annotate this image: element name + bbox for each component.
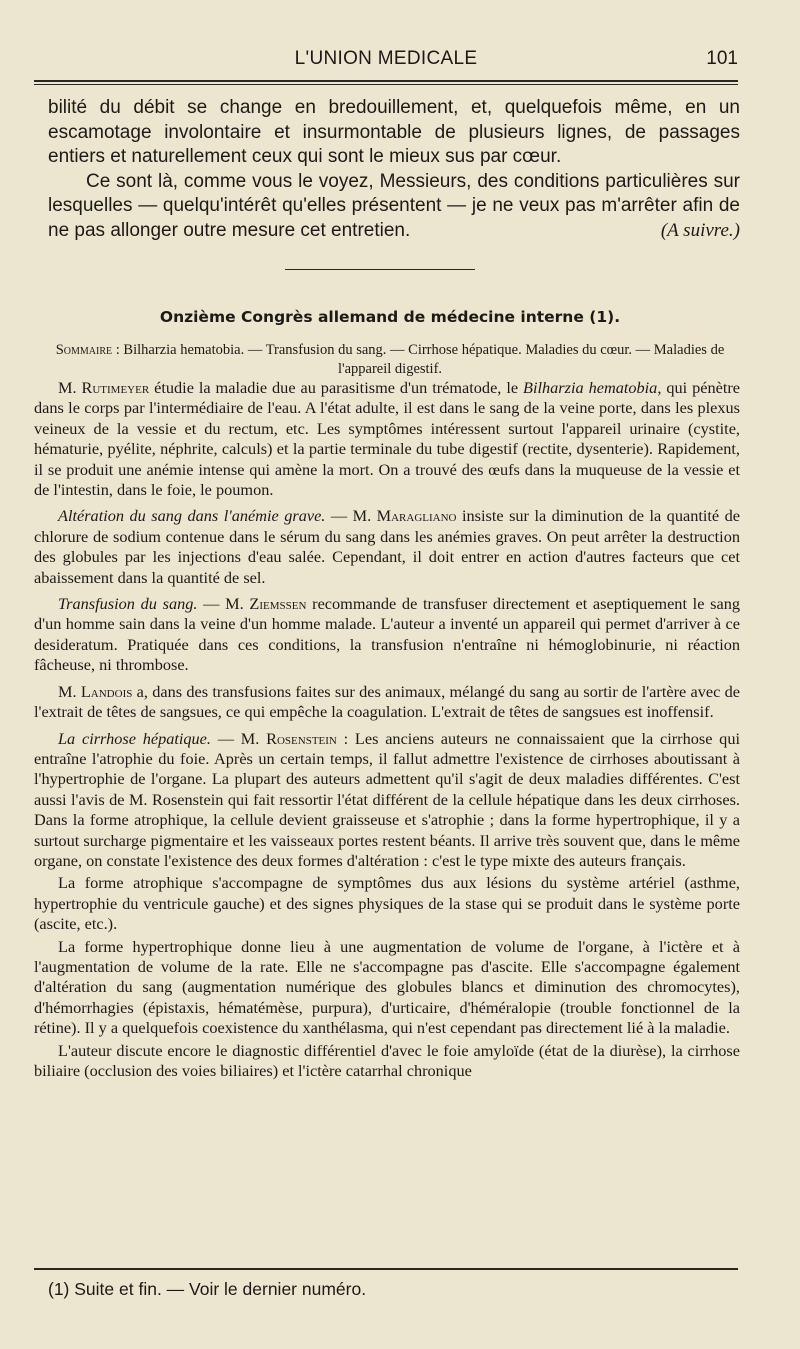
author-name: Rosenstein	[266, 728, 337, 748]
subsection-title: Altération du sang dans l'anémie grave.	[58, 506, 326, 526]
header-rule	[34, 80, 738, 82]
subsection-title: La cirrhose hépatique.	[58, 728, 211, 748]
footnote: (1) Suite et fin. — Voir le dernier numéro.	[48, 1279, 367, 1299]
paragraph-text: : Les anciens auteurs ne connaissaient que la cirrhose qui entraîne l'atrophie du foie. Après un certain temps, il fallut admettre l'existence de cirrhoses aboutissant à l'hypertrophie de l'organe. La plupart des auteurs admettent qu'il s'agit de deux maladies différentes. C'est aussi l'avis de M. Rosenstein qui fait ressortir l'état différent de la cellule hépatique dans les deux cirrhoses. Dans la forme atrophique, la cellule devient graisseuse et s'atrophie ; dans la forme hypertrophique, il y a surtout surcharge pigmentaire et les vaisseaux portes restent béants. Il arrive très souvent que, dans le même organe, on constate l'existence des deux formes d'altération : c'est le type mixte des auteurs français.	[34, 728, 740, 870]
section-divider	[285, 269, 475, 270]
paragraph-transfusion	[34, 594, 740, 676]
article-title: Onzième Congrès allemand de médecine interne (1).	[159, 308, 621, 326]
page-number: 101	[706, 48, 738, 69]
running-title: L'UNION MEDICALE	[294, 48, 478, 69]
paragraph-cirrhose	[34, 729, 740, 872]
subsection-title: Transfusion du sang.	[58, 594, 198, 614]
summary-label: Sommaire :	[55, 342, 120, 358]
previous-article-ending	[48, 96, 740, 243]
article-body	[34, 378, 740, 1083]
species-name: Bilharzia hematobia	[523, 378, 658, 397]
footnote-rule	[34, 1268, 738, 1270]
paragraph-text: recommande de transfuser directement et aseptiquement le sang d'un homme sain dans la veine d'un homme malade. L'auteur a inventé un appareil qui permet d'arriver à ce desideratum. Pratiquée dans ces conditions, la transfusion n'entraîne ni hémoglobinurie, ni réaction fâcheuse, ni thrombose.	[34, 594, 740, 675]
paragraph-text: insiste sur la diminution de la quantité de chlorure de sodium contenue dans le sérum du sang dans les anémies graves. On peut arrêter la destruction des globules par les injections d'eau salée. Cependant, il doit entrer en action d'autres facteurs que cet abaissement dans la quantité de sel.	[34, 506, 740, 587]
paragraph-bilharzia	[34, 378, 740, 500]
paragraph-forme-hypertrophique: La forme hypertrophique donne lieu à une augmentation de volume de l'organe, à l'ictère et à l'augmentation de volume de la rate. Elle ne s'accompagne pas d'ascite. Elle s'accompagne également d'altération du sang (augmentation numérique des globules blancs et diminution des chromocytes), d'hémorrhagies (épistaxis, hématémèse, purpura), d'urticaire, d'héméralopie (trouble fonctionnel de la rétine). Il y a quelquefois coexistence du xanthélasma, qui n'est cependant pas directement lié à la maladie.	[34, 936, 740, 1038]
author-name: M. Landois	[58, 681, 133, 701]
to-be-continued: (A suivre.)	[660, 219, 740, 241]
summary-text: Bilharzia hematobia. — Transfusion du sang. — Cirrhose hépatique. Maladies du cœur. — Maladies de l'appareil digestif.	[123, 342, 725, 377]
paragraph-landois	[34, 682, 740, 723]
paragraph-diagnostic: L'auteur discute encore le diagnostic différentiel d'avec le foie amyloïde (état de la diurèse), la cirrhose biliaire (occlusion des voies biliaires) et l'ictère catarrhal chronique	[34, 1040, 740, 1080]
paragraph-text: , qui pénètre dans le corps par l'intermédiaire de l'eau. A l'état adulte, il est dans le sang de la veine porte, dans les plexus veineux de la vessie et du rectum, etc. Les symptômes intéressent surtout l'appareil urinaire (cystite, hématurie, pyélite, néphrite, calculs) et la partie terminale du tube digestif (rectite, dysenterie). Rapidement, il se produit une anémie intense qui amène la mort. On a trouvé des œufs dans la muqueuse de la vessie et de l'intestin, dans le foie, le poumon.	[34, 378, 741, 500]
dash: — M.	[210, 728, 267, 748]
paragraph-text: étudie la maladie due au parasitisme d'un trématode, le	[149, 378, 524, 397]
paragraph-anemie	[34, 506, 740, 588]
page-header	[34, 44, 738, 78]
dash: — M.	[325, 506, 377, 526]
intro-paragraph: bilité du débit se change en bredouillement, et, quelquefois même, en un escamotage involontaire et insurmontable de plusieurs lignes, de passages entiers et naturellement ceux qui sont le mieux sus par cœur.	[48, 97, 740, 167]
intro-paragraph	[48, 170, 740, 244]
intro-text: Ce sont là, comme vous le voyez, Messieurs, des conditions particulières sur lesquelles — quelqu'intérêt qu'elles présentent — je ne veux pas m'arrêter afin de ne pas allonger outre mesure cet entretien.	[48, 170, 740, 241]
author-name: M. Rutimeyer	[58, 378, 150, 397]
author-name: Maragliano	[376, 506, 457, 526]
paragraph-text: a, dans des transfusions faites sur des animaux, mélangé du sang au sortir de l'artère avec de l'extrait de têtes de sangsues, ce qui empêche la coagulation. L'extrait de têtes de sangsues est inoffensif.	[34, 681, 740, 722]
author-name: Ziemssen	[249, 594, 307, 614]
dash: — M.	[197, 594, 250, 614]
article-summary	[40, 341, 740, 379]
header-rule-thin	[34, 84, 738, 85]
paragraph-forme-atrophique: La forme atrophique s'accompagne de symptômes dus aux lésions du système artériel (asthme, hypertrophie du ventricule gauche) et des signes physiques de la stase qui se produit dans le système porte (ascite, etc.).	[34, 873, 740, 934]
